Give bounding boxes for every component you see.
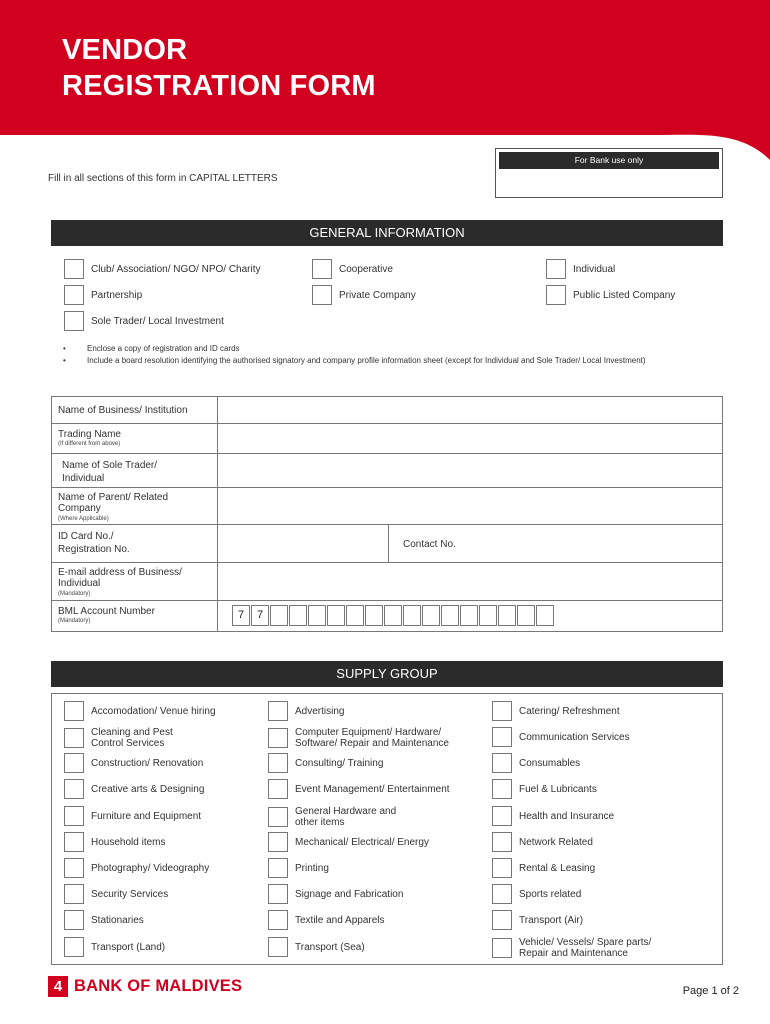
account-digit[interactable] (270, 605, 288, 626)
bml-account-label (52, 601, 218, 631)
checkbox[interactable] (64, 701, 84, 721)
checkbox[interactable] (268, 910, 288, 930)
supply-group-option[interactable] (268, 858, 329, 878)
supply-group-option[interactable] (268, 884, 403, 904)
parent-company-label (52, 488, 218, 524)
bank-use-label: For Bank use only (499, 152, 719, 169)
page-number: Page 1 of 2 (682, 985, 739, 997)
supply-group-heading: SUPPLY GROUP (51, 661, 723, 687)
account-digit[interactable] (327, 605, 345, 626)
supply-group-option[interactable] (268, 806, 396, 828)
label-note: (Mandatory) (58, 591, 91, 597)
checkbox[interactable] (492, 806, 512, 826)
entity-type-individual[interactable] (546, 259, 615, 279)
entity-type-label: Individual (573, 263, 616, 275)
checkbox[interactable] (268, 858, 288, 878)
supply-group-option[interactable] (64, 727, 173, 749)
entity-type-label: Club/ Association/ NGO/ NPO/ Charity (91, 263, 261, 275)
supply-group-label: Mechanical/ Electrical/ Energy (295, 836, 429, 848)
checkbox[interactable] (268, 779, 288, 799)
label-note: (Mandatory) (58, 618, 91, 624)
supply-group-option[interactable] (64, 753, 203, 773)
checkbox[interactable] (64, 806, 84, 826)
supply-group-option[interactable] (492, 806, 614, 826)
account-digit[interactable]: 7 (251, 605, 269, 626)
supply-group-label: Creative arts & Designing (91, 783, 205, 795)
checkbox[interactable] (492, 858, 512, 878)
supply-group-label: Catering/ Refreshment (519, 705, 620, 717)
supply-group-label: General Hardware and other items (295, 806, 397, 828)
supply-group-label: Furniture and Equipment (91, 810, 202, 822)
row-id-card (52, 525, 722, 563)
supply-group-label: Sports related (519, 888, 582, 900)
label-text: Name of Parent/ Related (58, 492, 169, 503)
entity-type-cooperative[interactable] (312, 259, 393, 279)
supply-group-label: Security Services (91, 888, 169, 900)
supply-group-label: Printing (295, 862, 329, 874)
account-digit[interactable] (517, 605, 535, 626)
bank-name: BANK OF MALDIVES (74, 977, 243, 995)
supply-group-label: Cleaning and Pest Control Services (91, 727, 173, 749)
id-card-label (52, 525, 218, 562)
account-digit[interactable] (403, 605, 421, 626)
supply-group-label: Fuel & Lubricants (519, 783, 597, 795)
account-digit[interactable] (289, 605, 307, 626)
label-note: (If different from above) (58, 441, 121, 447)
supply-group-label: Advertising (295, 705, 345, 717)
note-item (63, 355, 703, 367)
checkbox[interactable] (492, 938, 512, 958)
supply-group-option[interactable] (492, 701, 620, 721)
entity-type-public-listed-company[interactable] (546, 285, 675, 305)
bank-logo (48, 976, 242, 997)
supply-group-option[interactable] (492, 753, 580, 773)
entity-type-label: Public Listed Company (573, 289, 676, 301)
supply-group-option[interactable] (268, 701, 344, 721)
supply-group-option[interactable] (492, 937, 651, 959)
supply-group-option[interactable] (492, 832, 593, 852)
checkbox[interactable] (546, 259, 566, 279)
supply-group-label: Network Related (519, 836, 593, 848)
checkbox[interactable] (64, 311, 84, 331)
supply-group-label: Transport (Sea) (295, 941, 365, 953)
supply-group-label: Communication Services (519, 731, 630, 743)
label-text: Individual (58, 578, 101, 589)
form-title-line1: VENDOR (62, 34, 188, 66)
note-text: Include a board resolution identifying the authorised signatory and company profile information sheet (except for Individual and Sole Trader/ Local Investment) (87, 356, 646, 365)
entity-type-label: Private Company (339, 289, 416, 301)
checkbox[interactable] (492, 910, 512, 930)
label-text: Name of Business/ Institution (58, 405, 188, 416)
supply-group-option[interactable] (64, 832, 165, 852)
checkbox[interactable] (492, 779, 512, 799)
supply-group-label: Event Management/ Entertainment (295, 783, 450, 795)
account-digit[interactable] (479, 605, 497, 626)
supply-group-option[interactable] (64, 701, 216, 721)
notes-list (63, 343, 703, 367)
account-digit[interactable] (498, 605, 516, 626)
checkbox[interactable] (492, 727, 512, 747)
checkbox[interactable] (312, 259, 332, 279)
checkbox[interactable] (492, 884, 512, 904)
supply-group-label: Consumables (519, 757, 581, 769)
entity-type-club[interactable] (64, 259, 261, 279)
row-email (52, 563, 722, 601)
label-text: E-mail address of Business/ (58, 567, 182, 578)
label-text: Registration No. (58, 544, 130, 555)
row-sole-trader-name (52, 454, 722, 488)
form-title-line2: REGISTRATION FORM (62, 70, 376, 102)
checkbox[interactable] (64, 937, 84, 957)
note-item (63, 343, 703, 355)
supply-group-option[interactable] (268, 910, 385, 930)
supply-group-option[interactable] (268, 832, 429, 852)
checkbox[interactable] (64, 884, 84, 904)
checkbox[interactable] (64, 779, 84, 799)
checkbox[interactable] (64, 753, 84, 773)
supply-group-label: Health and Insurance (519, 810, 615, 822)
label-text: ID Card No./ (58, 531, 114, 542)
label-text: Company (58, 503, 101, 514)
supply-group-option[interactable] (492, 727, 630, 747)
supply-group-option[interactable] (268, 779, 450, 799)
account-digit[interactable] (536, 605, 554, 626)
bank-use-box (495, 148, 723, 198)
account-digit[interactable] (365, 605, 383, 626)
supply-group-option[interactable] (268, 937, 365, 957)
entity-type-label: Cooperative (339, 263, 393, 275)
bml-account-digits[interactable] (232, 605, 555, 626)
checkbox[interactable] (312, 285, 332, 305)
general-info-table (51, 396, 723, 632)
supply-group-label: Consulting/ Training (295, 757, 384, 769)
row-parent-company (52, 488, 722, 525)
supply-group-label: Vehicle/ Vessels/ Spare parts/ Repair and Maintenance (519, 937, 652, 959)
supply-group-option[interactable] (268, 727, 449, 749)
label-note: (Where Applicable) (58, 516, 109, 522)
checkbox[interactable] (64, 858, 84, 878)
checkbox[interactable] (492, 753, 512, 773)
checkbox[interactable] (268, 728, 288, 748)
instruction-text: Fill in all sections of this form in CAPITAL LETTERS (48, 173, 278, 184)
supply-group-option[interactable] (64, 779, 204, 799)
checkbox[interactable] (268, 701, 288, 721)
business-name-label (52, 397, 218, 423)
general-information-heading: GENERAL INFORMATION (51, 220, 723, 246)
supply-group-option[interactable] (64, 910, 144, 930)
supply-group-option[interactable] (64, 937, 165, 957)
row-bml-account (52, 601, 722, 631)
supply-group-option[interactable] (64, 806, 201, 826)
supply-group-label: Photography/ Videography (91, 862, 210, 874)
label-text: BML Account Number (58, 606, 155, 617)
checkbox[interactable] (64, 910, 84, 930)
bullet: • (63, 344, 66, 353)
supply-group-label: Household items (91, 836, 166, 848)
account-digit[interactable]: 7 (232, 605, 250, 626)
supply-group-label: Stationaries (91, 914, 144, 926)
supply-group-option[interactable] (268, 753, 383, 773)
supply-group-label: Textile and Apparels (295, 914, 385, 926)
checkbox[interactable] (492, 701, 512, 721)
contact-no-field[interactable]: Contact No. (388, 525, 722, 562)
supply-group-label: Rental & Leasing (519, 862, 596, 874)
supply-group-label: Construction/ Renovation (91, 757, 204, 769)
checkbox[interactable] (64, 832, 84, 852)
supply-group-label: Transport (Air) (519, 914, 584, 926)
checkbox[interactable] (64, 259, 84, 279)
row-trading-name (52, 424, 722, 454)
sole-trader-name-label (52, 454, 218, 487)
account-digit[interactable] (308, 605, 326, 626)
supply-group-label: Signage and Fabrication (295, 888, 404, 900)
entity-type-sole-trader[interactable] (64, 311, 224, 331)
supply-group-option[interactable] (492, 884, 581, 904)
checkbox[interactable] (64, 728, 84, 748)
note-text: Enclose a copy of registration and ID cards (87, 344, 240, 353)
entity-type-label: Partnership (91, 289, 143, 301)
supply-group-option[interactable] (492, 779, 597, 799)
account-digit[interactable] (441, 605, 459, 626)
bullet: • (63, 356, 66, 365)
supply-group-option[interactable] (492, 910, 583, 930)
email-label (52, 563, 218, 600)
account-digit[interactable] (460, 605, 478, 626)
checkbox[interactable] (546, 285, 566, 305)
supply-group-option[interactable] (64, 858, 209, 878)
entity-type-private-company[interactable] (312, 285, 416, 305)
checkbox[interactable] (492, 832, 512, 852)
supply-group-option[interactable] (492, 858, 595, 878)
label-text: Trading Name (58, 429, 121, 440)
supply-group-label: Transport (Land) (91, 941, 166, 953)
logo-mark-icon: 4 (48, 976, 68, 997)
entity-type-partnership[interactable] (64, 285, 142, 305)
checkbox[interactable] (268, 832, 288, 852)
checkbox[interactable] (268, 753, 288, 773)
checkbox[interactable] (268, 884, 288, 904)
account-digit[interactable] (422, 605, 440, 626)
account-digit[interactable] (346, 605, 364, 626)
supply-group-label: Computer Equipment/ Hardware/ Software/ Repair and Maintenance (295, 727, 449, 749)
account-digit[interactable] (384, 605, 402, 626)
row-business-name (52, 397, 722, 424)
entity-type-label: Sole Trader/ Local Investment (91, 315, 224, 327)
label-text: Name of Sole Trader/ (62, 460, 158, 471)
label-text: Individual (62, 473, 105, 484)
supply-group-option[interactable] (64, 884, 168, 904)
trading-name-label (52, 424, 218, 453)
supply-group-label: Accomodation/ Venue hiring (91, 705, 216, 717)
checkbox[interactable] (268, 807, 288, 827)
checkbox[interactable] (268, 937, 288, 957)
checkbox[interactable] (64, 285, 84, 305)
